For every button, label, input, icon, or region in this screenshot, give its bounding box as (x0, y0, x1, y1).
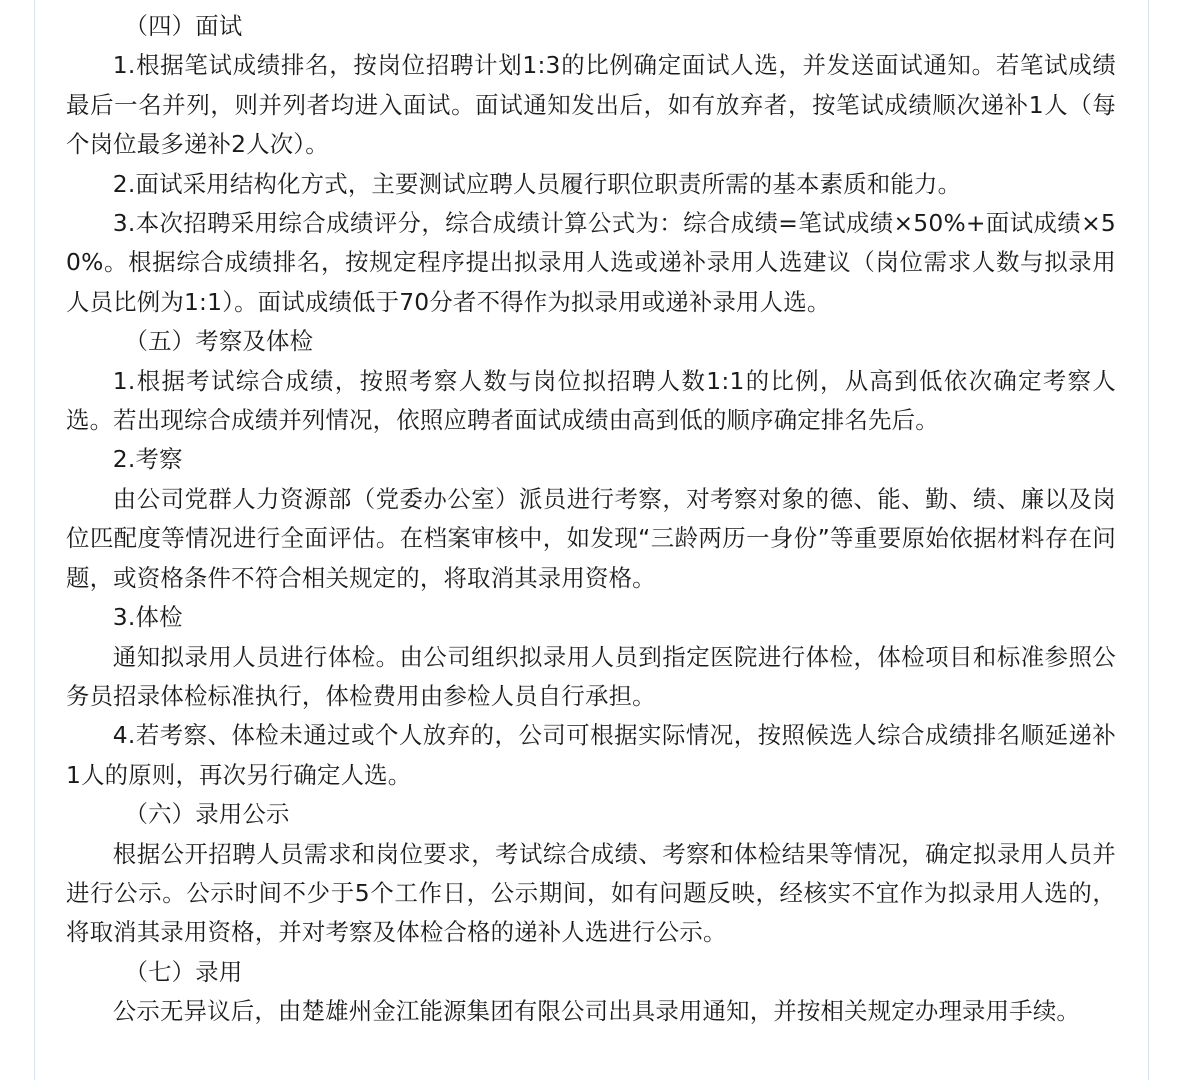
subheading-physical-exam: 3.体检 (112, 603, 183, 632)
paragraph-interview-selection: 1.根据笔试成绩排名，按岗位招聘计划1:3的比例确定面试人选，并发送面试通知。若笔试成绩最后一名并列，则并列者均进入面试。面试通知发出后，如有放弃者，按笔试成绩顺次递补1人（每个岗位最多递补2人次）。 (66, 51, 1116, 159)
paragraph-replacement-rule: 4.若考察、体检未通过或个人放弃的，公司可根据实际情况，按照候选人综合成绩排名顺延递补1人的原则，再次另行确定人选。 (66, 721, 1116, 789)
paragraph-employment-detail: 公示无异议后，由楚雄州金江能源集团有限公司出具录用通知，并按相关规定办理录用手续。 (112, 997, 1081, 1026)
section-heading-publicity: （六）录用公示 (124, 800, 290, 829)
right-border-line (1148, 0, 1149, 1080)
section-heading-interview: （四）面试 (124, 12, 243, 40)
left-border-line (34, 0, 35, 1080)
subheading-inspection: 2.考察 (112, 445, 183, 474)
article-body (66, 7, 1116, 1032)
paragraph-physical-exam-detail: 通知拟录用人员进行体检。由公司组织拟录用人员到指定医院进行体检，体检项目和标准参照公务员招录体检标准执行，体检费用由参检人员自行承担。 (66, 642, 1116, 710)
paragraph-interview-method: 2.面试采用结构化方式，主要测试应聘人员履行职位职责所需的基本素质和能力。 (112, 169, 962, 198)
section-heading-inspection-exam: （五）考察及体检 (124, 327, 314, 356)
paragraph-inspection-selection: 1.根据考试综合成绩，按照考察人数与岗位拟招聘人数1:1的比例，从高到低依次确定考察人选。若出现综合成绩并列情况，依照应聘者面试成绩由高到低的顺序确定排名先后。 (66, 366, 1116, 435)
paragraph-publicity-detail: 根据公开招聘人员需求和岗位要求，考试综合成绩、考察和体检结果等情况，确定拟录用人员并进行公示。公示时间不少于5个工作日，公示期间，如有问题反映，经核实不宜作为拟录用人选的，将取消其录用资格，并对考察及体检合格的递补人选进行公示。 (66, 839, 1116, 947)
section-heading-employment: （七）录用 (124, 957, 243, 986)
paragraph-score-formula: 3.本次招聘采用综合成绩评分，综合成绩计算公式为：综合成绩=笔试成绩×50%+面试成绩×50%。根据综合成绩排名，按规定程序提出拟录用人选或递补录用人选建议（岗位需求人数与拟录用人员比例为1:1）。面试成绩低于70分者不得作为拟录用或递补录用人选。 (66, 209, 1116, 316)
paragraph-inspection-detail: 由公司党群人力资源部（党委办公室）派员进行考察，对考察对象的德、能、勤、绩、廉以及岗位匹配度等情况进行全面评估。在档案审核中，如发现“三龄两历一身份”等重要原始依据材料存在问题，或资格条件不符合相关规定的，将取消其录用资格。 (66, 484, 1116, 592)
